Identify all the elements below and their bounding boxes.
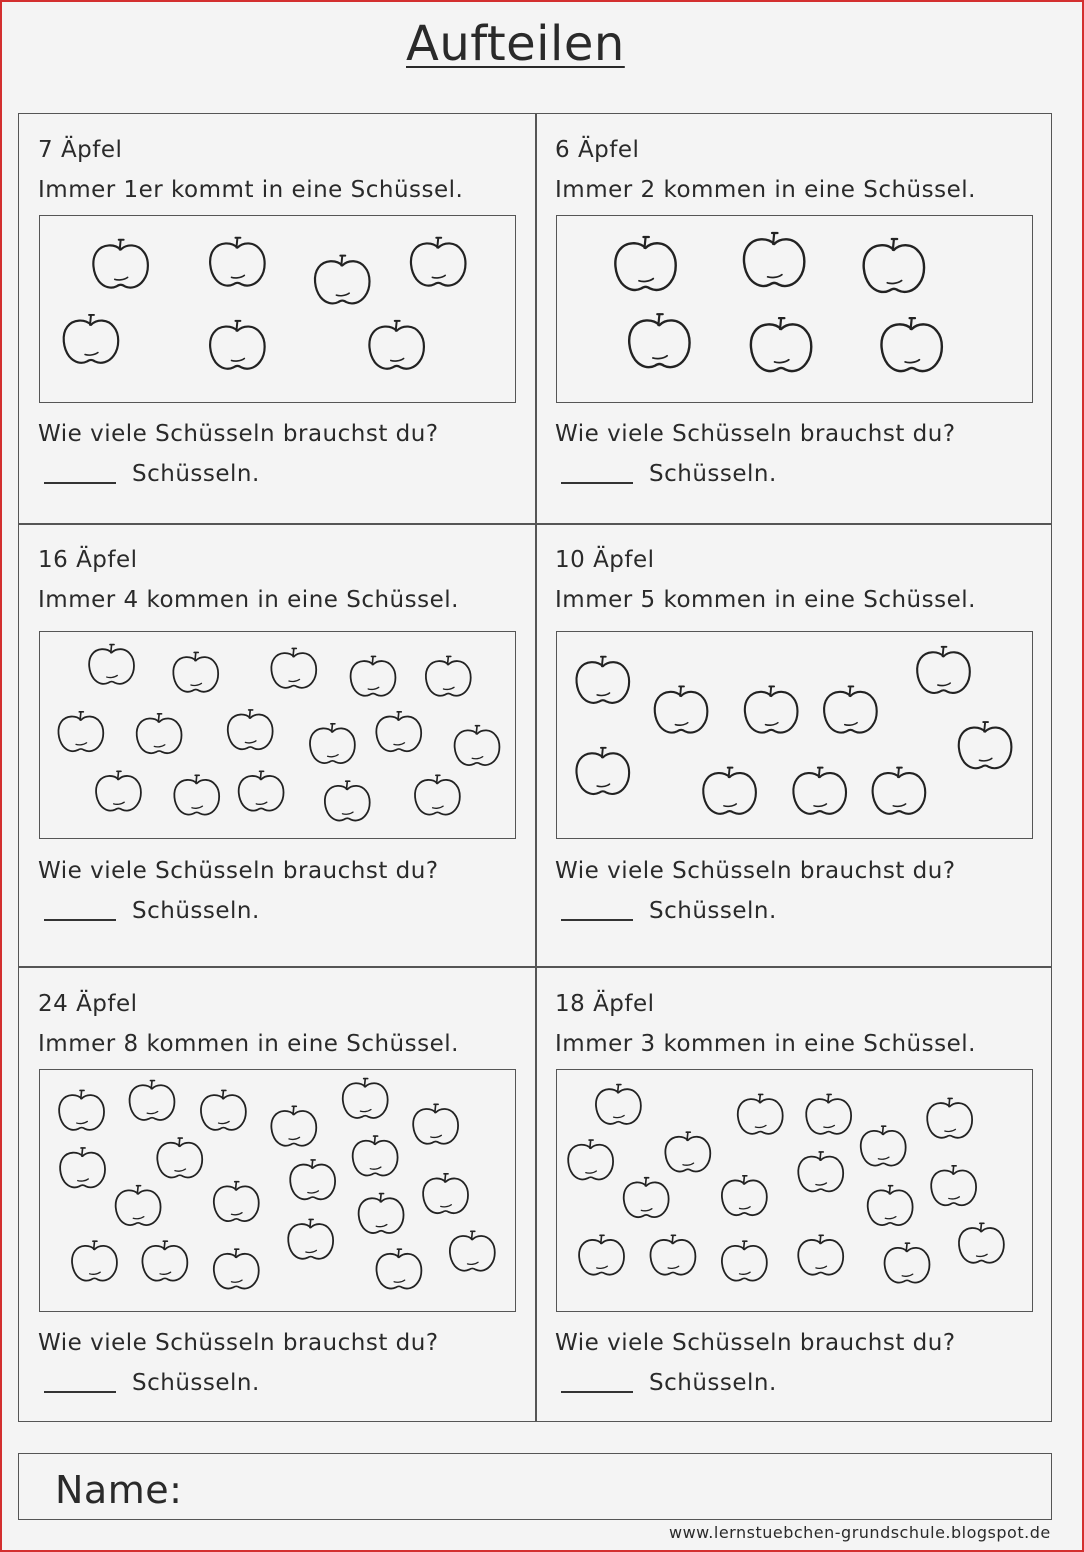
- apple-icon: [455, 726, 500, 765]
- apple-icon: [271, 648, 316, 687]
- apple-icon: [228, 710, 273, 749]
- apple-icon: [351, 656, 396, 695]
- apple-icon: [201, 1090, 246, 1129]
- apple-group: [40, 1070, 515, 1311]
- apple-group: [557, 1070, 1032, 1311]
- apple-icon: [93, 240, 148, 288]
- task-2-answer-blank[interactable]: [561, 482, 633, 484]
- apple-icon: [579, 1235, 624, 1274]
- task-2-question: Wie viele Schüsseln brauchst du?: [555, 421, 956, 447]
- apple-icon: [615, 237, 675, 290]
- apple-icon: [310, 724, 355, 763]
- apple-icon: [959, 1223, 1004, 1262]
- apple-group: [40, 216, 515, 402]
- apple-icon: [738, 1094, 783, 1133]
- task-2-rule: Immer 2 kommen in eine Schüssel.: [555, 177, 976, 203]
- apple-icon: [959, 722, 1012, 768]
- apple-icon: [722, 1241, 767, 1280]
- apple-group: [40, 632, 515, 838]
- task-1-answer-blank[interactable]: [44, 482, 116, 484]
- apple-icon: [290, 1160, 335, 1199]
- apple-icon: [376, 1249, 421, 1288]
- apple-icon: [665, 1132, 710, 1171]
- apple-icon: [931, 1166, 976, 1205]
- apple-icon: [864, 239, 924, 292]
- task-5-count: 24 Äpfel: [38, 991, 138, 1017]
- apple-icon: [703, 768, 756, 814]
- task-2-count: 6 Äpfel: [555, 137, 640, 163]
- task-4-rule: Immer 5 kommen in eine Schüssel.: [555, 587, 976, 613]
- task-4-answer-blank[interactable]: [561, 919, 633, 921]
- apple-icon: [806, 1094, 851, 1133]
- task-4-question: Wie viele Schüsseln brauchst du?: [555, 858, 956, 884]
- grid-divider-vertical: [535, 113, 537, 1422]
- apple-icon: [376, 712, 421, 751]
- apple-icon: [744, 233, 804, 286]
- apple-icon: [369, 321, 424, 369]
- apple-icon: [596, 1085, 641, 1124]
- apple-icon: [58, 712, 103, 751]
- task-5-answer-suffix: Schüsseln.: [132, 1370, 260, 1396]
- apple-icon: [72, 1241, 117, 1280]
- task-5-answer-blank[interactable]: [44, 1391, 116, 1393]
- task-6-rule: Immer 3 kommen in eine Schüssel.: [555, 1031, 976, 1057]
- grid-divider-row-1: [18, 523, 1052, 525]
- apple-icon: [655, 686, 708, 732]
- apple-icon: [917, 647, 970, 693]
- apple-icon: [214, 1182, 259, 1221]
- apple-icon: [873, 768, 926, 814]
- name-field[interactable]: [18, 1453, 1052, 1520]
- task-4-answer-suffix: Schüsseln.: [649, 898, 777, 924]
- apple-icon: [59, 1090, 104, 1129]
- apple-icon: [413, 1104, 458, 1143]
- apple-icon: [325, 781, 370, 820]
- task-6-answer-blank[interactable]: [561, 1391, 633, 1393]
- apple-icon: [96, 771, 141, 810]
- task-4-count: 10 Äpfel: [555, 547, 655, 573]
- apple-icon: [157, 1138, 202, 1177]
- apple-icon: [423, 1174, 468, 1213]
- apple-icon: [359, 1194, 404, 1233]
- task-3-question: Wie viele Schüsseln brauchst du?: [38, 858, 439, 884]
- apple-icon: [751, 318, 811, 371]
- apple-icon: [576, 657, 629, 703]
- apple-icon: [798, 1235, 843, 1274]
- footer-url: www.lernstuebchen-grundschule.blogspot.de: [669, 1523, 1051, 1542]
- apple-icon: [89, 645, 134, 684]
- apple-icon: [60, 1148, 105, 1187]
- apple-icon: [343, 1079, 388, 1118]
- task-6-question: Wie viele Schüsseln brauchst du?: [555, 1330, 956, 1356]
- apple-icon: [722, 1176, 767, 1215]
- apple-icon: [927, 1098, 972, 1137]
- apple-icon: [798, 1152, 843, 1191]
- apple-icon: [271, 1106, 316, 1145]
- apple-icon: [624, 1178, 669, 1217]
- task-2-apple-box: [556, 215, 1033, 403]
- apple-icon: [415, 775, 460, 814]
- task-3-rule: Immer 4 kommen in eine Schüssel.: [38, 587, 459, 613]
- apple-icon: [568, 1140, 613, 1179]
- task-1-apple-box: [39, 215, 516, 403]
- apple-icon: [142, 1241, 187, 1280]
- task-4-apple-box: [556, 631, 1033, 839]
- task-3-answer-suffix: Schüsseln.: [132, 898, 260, 924]
- apple-icon: [288, 1219, 333, 1258]
- apple-icon: [745, 686, 798, 732]
- task-3-apple-box: [39, 631, 516, 839]
- apple-icon: [210, 238, 265, 286]
- apple-icon: [881, 318, 941, 371]
- apple-icon: [64, 315, 119, 363]
- task-1-rule: Immer 1er kommt in eine Schüssel.: [38, 177, 464, 203]
- apple-icon: [861, 1126, 906, 1165]
- apple-icon: [353, 1136, 398, 1175]
- apple-icon: [411, 238, 466, 286]
- task-6-answer-suffix: Schüsseln.: [649, 1370, 777, 1396]
- apple-icon: [793, 768, 846, 814]
- task-5-rule: Immer 8 kommen in eine Schüssel.: [38, 1031, 459, 1057]
- apple-icon: [130, 1081, 175, 1120]
- apple-icon: [868, 1186, 913, 1225]
- apple-icon: [629, 314, 689, 367]
- grid-divider-row-2: [18, 966, 1052, 968]
- apple-icon: [239, 771, 284, 810]
- task-6-apple-box: [556, 1069, 1033, 1312]
- apple-icon: [450, 1231, 495, 1270]
- apple-icon: [210, 321, 265, 369]
- apple-group: [557, 632, 1032, 838]
- apple-icon: [885, 1243, 930, 1282]
- name-label: Name:: [55, 1468, 183, 1512]
- apple-icon: [174, 775, 219, 814]
- apple-icon: [137, 714, 182, 753]
- task-1-question: Wie viele Schüsseln brauchst du?: [38, 421, 439, 447]
- task-5-question: Wie viele Schüsseln brauchst du?: [38, 1330, 439, 1356]
- apple-icon: [426, 656, 471, 695]
- apple-icon: [651, 1235, 696, 1274]
- apple-icon: [576, 748, 629, 794]
- apple-icon: [824, 686, 877, 732]
- task-5-apple-box: [39, 1069, 516, 1312]
- worksheet-title: Aufteilen: [406, 16, 625, 72]
- apple-icon: [315, 256, 370, 304]
- task-1-count: 7 Äpfel: [38, 137, 123, 163]
- apple-icon: [116, 1186, 161, 1225]
- task-3-answer-blank[interactable]: [44, 919, 116, 921]
- task-1-answer-suffix: Schüsseln.: [132, 461, 260, 487]
- apple-icon: [214, 1249, 259, 1288]
- apple-icon: [173, 652, 218, 691]
- task-2-answer-suffix: Schüsseln.: [649, 461, 777, 487]
- task-6-count: 18 Äpfel: [555, 991, 655, 1017]
- apple-group: [557, 216, 1032, 402]
- task-3-count: 16 Äpfel: [38, 547, 138, 573]
